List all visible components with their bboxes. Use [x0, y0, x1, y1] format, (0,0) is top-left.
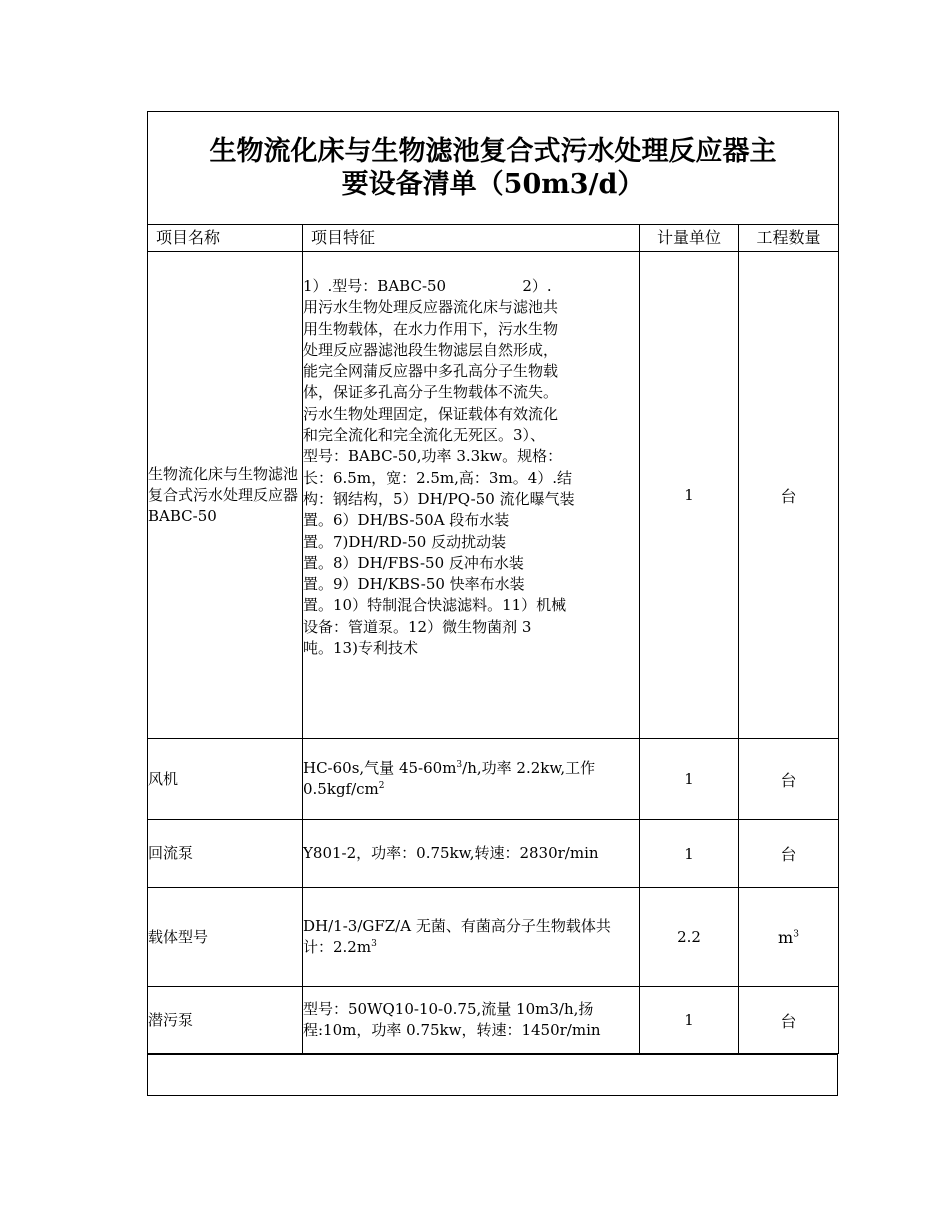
item-quantity: 台 — [739, 252, 839, 739]
feature-line: 置。6）DH/BS-50A 段布水装 — [303, 511, 510, 530]
item-name: 载体型号 — [148, 888, 303, 987]
feature-line: 处理反应器滤池段生物滤层自然形成， — [303, 340, 559, 359]
item-unit: 1 — [640, 987, 739, 1054]
table-row — [148, 820, 839, 888]
feature-line: 置。9）DH/KBS-50 快率布水装 — [303, 575, 525, 594]
table-row — [148, 987, 839, 1054]
feature-line: 用污水生物处理反应器流化床与滤池共 — [303, 298, 559, 317]
item-unit: 1 — [640, 252, 739, 739]
item-name: 回流泵 — [148, 820, 303, 888]
item-feature — [303, 739, 640, 820]
item-quantity — [739, 888, 839, 987]
table-row — [148, 739, 839, 820]
equipment-list-sheet — [147, 111, 838, 1054]
feature-line: 构：钢结构，5）DH/PQ-50 流化曝气装 — [303, 489, 575, 508]
item-feature — [303, 888, 640, 987]
feature-line: 能完全网蒲反应器中多孔高分子生物载 — [303, 362, 559, 381]
header-unit: 计量单位 — [640, 225, 739, 252]
superscript: 3 — [456, 759, 463, 770]
feature-line: 设备：管道泵。12）微生物菌剂 3 — [303, 617, 532, 636]
item-name: 潜污泵 — [148, 987, 303, 1054]
header-row — [148, 225, 839, 252]
item-name: 风机 — [148, 739, 303, 820]
item-quantity: 台 — [739, 820, 839, 888]
feature-line: 和完全流化和完全流化无死区。3）、 — [303, 426, 546, 445]
feature-line: 长：6.5m，宽：2.5m,高：3m。4）.结 — [303, 468, 573, 487]
feature-line: 1）.型号：BABC-50 2）. — [303, 277, 552, 295]
feature-line: 置。8）DH/FBS-50 反冲布水装 — [303, 553, 524, 572]
header-item-feature: 项目特征 — [303, 225, 640, 252]
title-line-2: 要设备清单（50m3/d） — [341, 169, 645, 200]
superscript: 3 — [793, 929, 799, 940]
feature-line: 污水生物处理固定，保证载体有效流化 — [303, 404, 559, 423]
superscript: 2 — [378, 781, 385, 791]
item-name: 生物流化床与生物滤池复合式污水处理反应器BABC-50 — [148, 252, 303, 739]
item-unit: 1 — [640, 820, 739, 888]
table-row — [148, 252, 839, 739]
title-row — [148, 112, 839, 225]
feature-line: 型号：BABC-50,功率 3.3kw。规格： — [303, 447, 563, 466]
item-unit: 1 — [640, 739, 739, 820]
empty-footer-box — [147, 1054, 838, 1096]
superscript: 3 — [371, 939, 377, 949]
equipment-table — [147, 111, 839, 1054]
table-row — [148, 888, 839, 987]
title-line-1: 生物流化床与生物滤池复合式污水处理反应器主 — [209, 136, 777, 167]
header-quantity: 工程数量 — [739, 225, 839, 252]
feature-line: 体，保证多孔高分子生物载体不流失。 — [303, 383, 559, 402]
item-feature: 型号：50WQ10-10-0.75,流量 10m3/h,扬程:10m，功率 0.75kw，转速：1450r/min — [303, 987, 640, 1054]
feature-line: 吨。13)专利技术 — [303, 639, 418, 658]
feature-text: HC-60s,气量 45-60m — [303, 758, 457, 777]
item-quantity: 台 — [739, 739, 839, 820]
header-item-name: 项目名称 — [148, 225, 303, 252]
item-feature — [303, 252, 640, 739]
item-quantity: 台 — [739, 987, 839, 1054]
feature-line: 置。7)DH/RD-50 反动扰动装 — [303, 532, 507, 551]
feature-line: 置。10）特制混合快滤滤料。11）机械 — [303, 596, 567, 615]
quantity-text: m — [778, 927, 794, 947]
feature-line: 用生物载体，在水力作用下，污水生物 — [303, 319, 559, 338]
item-feature: Y801-2，功率：0.75kw,转速：2830r/min — [303, 820, 640, 888]
item-unit: 2.2 — [640, 888, 739, 987]
feature-text: /h,功率 2.2kw,工作 0.5kgf/cm — [303, 758, 596, 798]
page-title — [148, 112, 839, 225]
feature-text: DH/1-3/GFZ/A 无菌、有菌高分子生物载体共计：2.2m — [303, 916, 611, 956]
